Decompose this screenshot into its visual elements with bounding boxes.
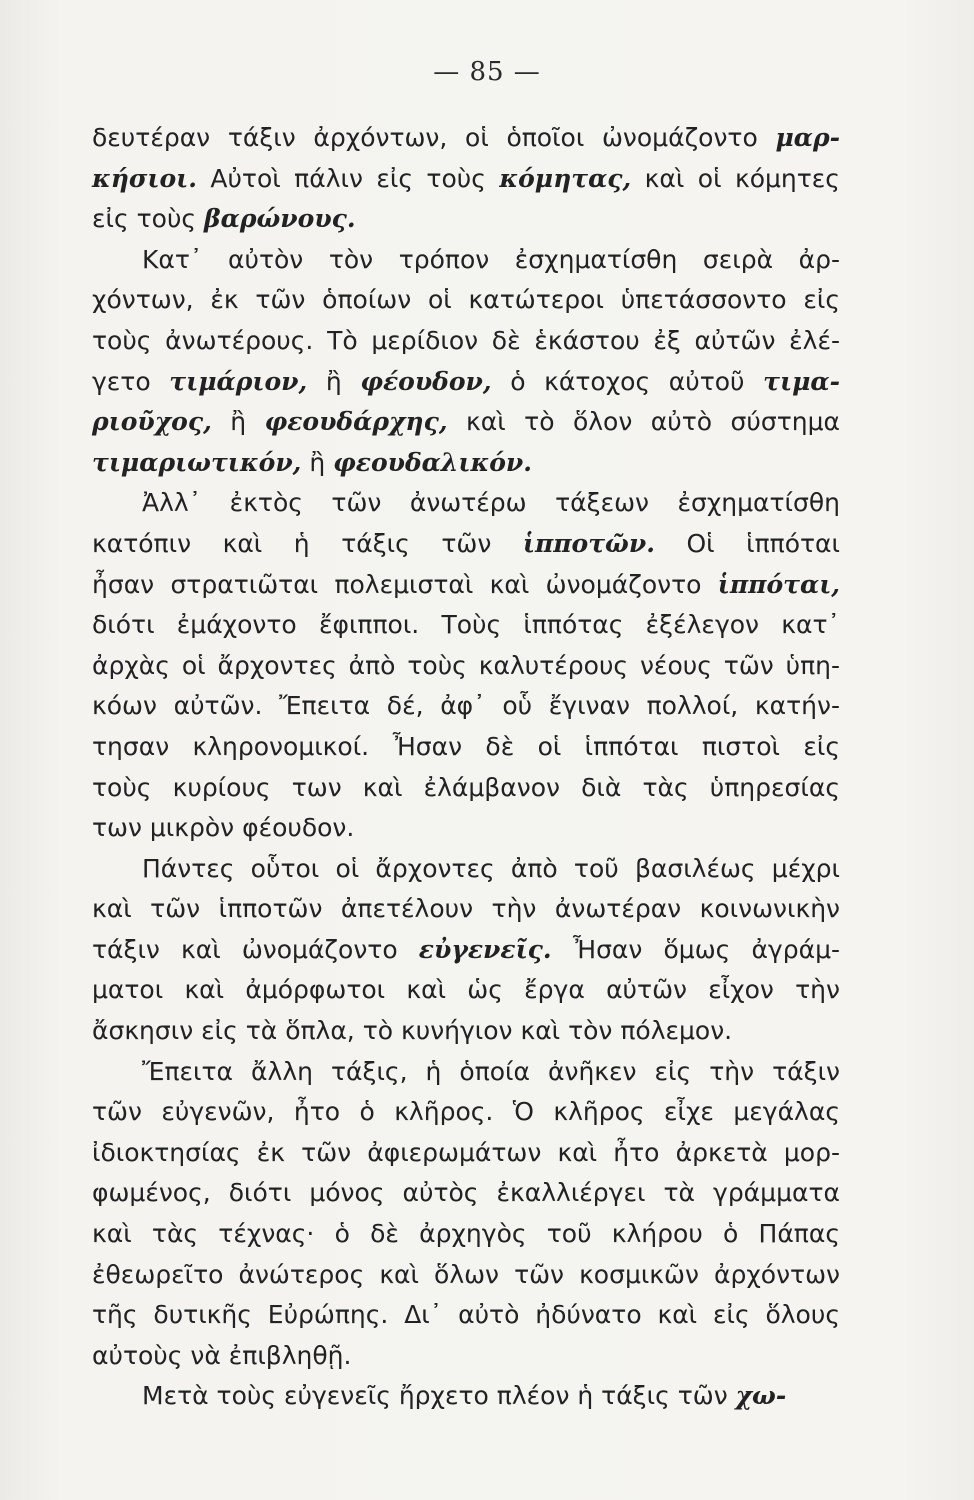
text-segment: καὶ τῶν ἱπποτῶν ἀπετέλουν τὴν ἀνωτέραν κοινωνικὴν bbox=[92, 894, 840, 924]
emphasized-term: ἱπποτῶν. bbox=[522, 528, 655, 558]
text-line bbox=[92, 808, 840, 849]
text-line bbox=[92, 768, 840, 809]
text-line bbox=[92, 930, 840, 971]
text-segment: των μικρὸν φέουδον. bbox=[92, 813, 355, 843]
text-segment: ὁ κάτοχος αὐτοῦ bbox=[491, 366, 764, 396]
text-segment: τῆς δυτικῆς Εὐρώπης. Δι᾽ αὐτὸ ἠδύνατο καὶ εἰς ὅλους bbox=[92, 1300, 840, 1330]
text-line bbox=[92, 605, 840, 646]
text-segment: φωμένος, διότι μόνος αὐτὸς ἐκαλλιέργει τὰ γράμματα bbox=[92, 1178, 840, 1208]
text-segment: γετο bbox=[92, 366, 170, 396]
emphasized-term: εὐγενεῖς. bbox=[418, 934, 552, 964]
text-line bbox=[92, 524, 840, 565]
text-segment: ἄσκησιν εἰς τὰ ὅπλα, τὸ κυνήγιον καὶ τὸν πόλεμον. bbox=[92, 1016, 733, 1046]
text-segment: Κατ᾽ αὐτὸν τὸν τρόπον ἐσχηματίσθη σειρὰ ἀρ- bbox=[142, 244, 840, 274]
text-line bbox=[92, 321, 840, 362]
emphasized-term: φέουδον, bbox=[360, 366, 492, 396]
text-line bbox=[92, 686, 840, 727]
paragraph-first-line bbox=[92, 1376, 840, 1417]
text-segment: Αὐτοὶ πάλιν εἰς τοὺς bbox=[196, 163, 500, 193]
emphasized-term: κήσιοι. bbox=[92, 163, 197, 193]
emphasized-term: τιμα- bbox=[763, 366, 840, 396]
text-segment: Ἀλλ᾽ ἐκτὸς τῶν ἀνωτέρω τάξεων ἐσχηματίσθη bbox=[142, 488, 840, 518]
body-text bbox=[92, 118, 840, 1417]
text-segment: ἢ bbox=[307, 366, 361, 396]
paragraph-first-line bbox=[92, 483, 840, 524]
text-line bbox=[92, 1173, 840, 1214]
text-line bbox=[92, 280, 840, 321]
text-segment: ἦσαν στρατιῶται πολεμισταὶ καὶ ὠνομάζοντο bbox=[92, 569, 718, 599]
paragraph-first-line bbox=[92, 1052, 840, 1093]
text-segment: τῶν εὐγενῶν, ἦτο ὁ κλῆρος. Ὁ κλῆρος εἶχε μεγάλας bbox=[92, 1097, 840, 1127]
text-line bbox=[92, 1011, 840, 1052]
emphasized-term: βαρώνους. bbox=[204, 204, 356, 234]
text-line bbox=[92, 565, 840, 606]
emphasized-term: κόμητας, bbox=[499, 163, 632, 193]
text-line bbox=[92, 646, 840, 687]
emphasized-term: τιμαριωτικόν, bbox=[92, 447, 302, 477]
text-line bbox=[92, 1336, 840, 1377]
text-segment: ματοι καὶ ἀμόρφωτοι καὶ ὡς ἔργα αὐτῶν εἶχον τὴν bbox=[92, 975, 840, 1005]
text-segment: εἰς τοὺς bbox=[92, 204, 205, 234]
text-segment: ἢ bbox=[301, 447, 334, 477]
text-segment: δευτέραν τάξιν ἀρχόντων, οἱ ὁποῖοι ὠνομάζοντο bbox=[92, 123, 776, 152]
text-segment: Οἱ ἱππόται bbox=[654, 528, 840, 558]
text-segment: κόων αὐτῶν. Ἔπειτα δέ, ἀφ᾽ οὗ ἔγιναν πολλοί, κατήν- bbox=[92, 691, 840, 721]
text-segment: ἐθεωρεῖτο ἀνώτερος καὶ ὅλων τῶν κοσμικῶν ἀρχόντων bbox=[92, 1259, 840, 1289]
text-segment: ἢ bbox=[211, 407, 265, 437]
text-segment: τησαν κληρονομικοί. Ἦσαν δὲ οἱ ἱππόται πιστοὶ εἰς bbox=[92, 731, 840, 761]
text-line bbox=[92, 402, 840, 443]
emphasized-term: φεουδαλικόν. bbox=[333, 447, 532, 477]
text-segment: καὶ τὸ ὅλον αὐτὸ σύστημα bbox=[447, 407, 840, 437]
text-line bbox=[92, 1092, 840, 1133]
emphasized-term: χω- bbox=[735, 1381, 787, 1411]
emphasized-term: φεουδάρχης, bbox=[264, 407, 448, 437]
paragraph-first-line bbox=[92, 849, 840, 890]
page-number: — 85 — bbox=[433, 57, 541, 87]
text-line bbox=[92, 118, 840, 159]
text-segment: τάξιν καὶ ὠνομάζοντο bbox=[92, 934, 419, 964]
text-segment: Ἦσαν ὅμως ἀγράμ- bbox=[551, 934, 840, 964]
text-line bbox=[92, 889, 840, 930]
emphasized-term: ριοῦχος, bbox=[92, 407, 212, 437]
text-segment: καὶ τὰς τέχνας· ὁ δὲ ἀρχηγὸς τοῦ κλήρου ὁ Πάπας bbox=[92, 1219, 840, 1249]
text-line bbox=[92, 362, 840, 403]
text-segment: καὶ οἱ κόμητες bbox=[631, 163, 840, 193]
emphasized-term: τιμάριον, bbox=[169, 366, 308, 396]
text-line bbox=[92, 199, 840, 240]
text-segment: ἰδιοκτησίας ἐκ τῶν ἀφιερωμάτων καὶ ἦτο ἀρκετὰ μορ- bbox=[92, 1137, 840, 1167]
text-line bbox=[92, 159, 840, 200]
text-segment: διότι ἐμάχοντο ἔφιπποι. Τοὺς ἱππότας ἐξέλεγον κατ᾽ bbox=[92, 610, 840, 640]
text-segment: ἀρχὰς οἱ ἄρχοντες ἀπὸ τοὺς καλυτέρους νέους τῶν ὑπη- bbox=[92, 650, 840, 680]
text-line bbox=[92, 1214, 840, 1255]
text-segment: Ἔπειτα ἄλλη τάξις, ἡ ὁποία ἀνῆκεν εἰς τὴν τάξιν bbox=[142, 1056, 840, 1086]
text-segment: τοὺς κυρίους των καὶ ἐλάμβανον διὰ τὰς ὑπηρεσίας bbox=[92, 772, 840, 802]
emphasized-term: μαρ- bbox=[775, 123, 840, 152]
text-segment: τοὺς ἀνωτέρους. Τὸ μερίδιον δὲ ἑκάστου ἐξ αὐτῶν ἐλέ- bbox=[92, 325, 840, 355]
text-line bbox=[92, 727, 840, 768]
emphasized-term: ἱππόται, bbox=[717, 569, 840, 599]
text-line bbox=[92, 443, 840, 484]
text-segment: χόντων, ἐκ τῶν ὁποίων οἱ κατώτεροι ὑπετάσσοντο εἰς bbox=[92, 285, 840, 315]
text-segment: Πάντες οὗτοι οἱ ἄρχοντες ἀπὸ τοῦ βασιλέως μέχρι bbox=[142, 853, 840, 883]
text-line bbox=[92, 1133, 840, 1174]
text-segment: αὐτοὺς νὰ ἐπιβληθῇ. bbox=[92, 1340, 352, 1370]
text-segment: κατόπιν καὶ ἡ τάξις τῶν bbox=[92, 528, 523, 558]
text-segment: Μετὰ τοὺς εὐγενεῖς ἤρχετο πλέον ἡ τάξις τῶν bbox=[142, 1381, 736, 1411]
text-line bbox=[92, 970, 840, 1011]
paragraph-first-line bbox=[92, 240, 840, 281]
text-line bbox=[92, 1295, 840, 1336]
text-line bbox=[92, 1255, 840, 1296]
